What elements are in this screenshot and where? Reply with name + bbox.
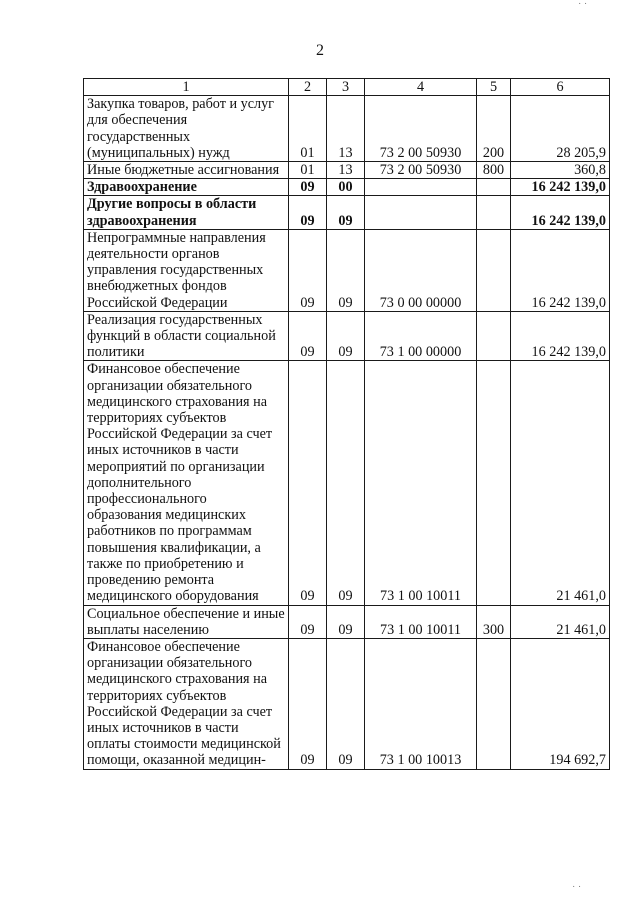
cell-c4: 73 2 00 50930 xyxy=(365,162,477,179)
table-row xyxy=(84,162,610,179)
cell-c3: 09 xyxy=(327,638,365,769)
cell-c6: 194 692,7 xyxy=(511,638,610,769)
cell-c4 xyxy=(365,196,477,229)
cell-c6: 16 242 139,0 xyxy=(511,311,610,361)
cell-c4: 73 1 00 10013 xyxy=(365,638,477,769)
cell-c2: 09 xyxy=(289,605,327,638)
cell-name: Здравоохранение xyxy=(84,179,289,196)
table-row xyxy=(84,96,610,162)
cell-c3: 09 xyxy=(327,196,365,229)
cell-c2: 01 xyxy=(289,162,327,179)
cell-c6: 28 205,9 xyxy=(511,96,610,162)
cell-c5: 200 xyxy=(477,96,511,162)
cell-c4: 73 1 00 10011 xyxy=(365,605,477,638)
cell-name: Иные бюджетные ассигнования xyxy=(84,162,289,179)
scan-mark: ˙ ˙ xyxy=(578,2,588,13)
cell-c3: 09 xyxy=(327,605,365,638)
budget-table xyxy=(83,78,610,770)
cell-name: Непрограммные направления деятельности органов управления государственных внебюджетных фондов Российской Федерации xyxy=(84,229,289,311)
cell-c3: 09 xyxy=(327,229,365,311)
table-row xyxy=(84,311,610,361)
cell-name: Другие вопросы в области здравоохранения xyxy=(84,196,289,229)
table-row xyxy=(84,638,610,769)
cell-c5 xyxy=(477,361,511,605)
cell-c5: 300 xyxy=(477,605,511,638)
cell-c6: 16 242 139,0 xyxy=(511,196,610,229)
cell-c3: 13 xyxy=(327,162,365,179)
cell-c2: 01 xyxy=(289,96,327,162)
cell-c2: 09 xyxy=(289,196,327,229)
cell-c2: 09 xyxy=(289,638,327,769)
cell-c6: 16 242 139,0 xyxy=(511,179,610,196)
table-row xyxy=(84,361,610,605)
cell-c3: 09 xyxy=(327,361,365,605)
column-header: 3 xyxy=(327,79,365,96)
table-row xyxy=(84,196,610,229)
cell-c5 xyxy=(477,229,511,311)
cell-name: Социальное обеспечение и иные выплаты населению xyxy=(84,605,289,638)
cell-c4 xyxy=(365,179,477,196)
cell-c5 xyxy=(477,196,511,229)
cell-c2: 09 xyxy=(289,361,327,605)
cell-name: Закупка товаров, работ и услуг для обеспечения государственных (муниципальных) нужд xyxy=(84,96,289,162)
table-header-row xyxy=(84,79,610,96)
cell-name: Финансовое обеспечение организации обязательного медицинского страхования на территориях субъектов Российской Федерации за счет иных источников в части оплаты стоимости медицинской помощи, оказанной медицин- xyxy=(84,638,289,769)
cell-c3: 00 xyxy=(327,179,365,196)
cell-name: Реализация государственных функций в области социальной политики xyxy=(84,311,289,361)
cell-c4: 73 0 00 00000 xyxy=(365,229,477,311)
cell-c5: 800 xyxy=(477,162,511,179)
cell-c3: 09 xyxy=(327,311,365,361)
cell-c4: 73 1 00 10011 xyxy=(365,361,477,605)
column-header: 5 xyxy=(477,79,511,96)
cell-c5 xyxy=(477,311,511,361)
cell-c4: 73 2 00 50930 xyxy=(365,96,477,162)
cell-c2: 09 xyxy=(289,311,327,361)
cell-c5 xyxy=(477,179,511,196)
cell-c2: 09 xyxy=(289,229,327,311)
cell-c2: 09 xyxy=(289,179,327,196)
page-number: 2 xyxy=(316,42,324,59)
cell-c6: 16 242 139,0 xyxy=(511,229,610,311)
cell-name: Финансовое обеспечение организации обязательного медицинского страхования на территориях субъектов Российской Федерации за счет иных источников в части мероприятий по организации дополнительного профессионального образования медицинских работников по программам повышения квалификации, а также по приобретению и проведению ремонта медицинского оборудования xyxy=(84,361,289,605)
cell-c5 xyxy=(477,638,511,769)
cell-c6: 21 461,0 xyxy=(511,605,610,638)
column-header: 2 xyxy=(289,79,327,96)
column-header: 4 xyxy=(365,79,477,96)
cell-c6: 21 461,0 xyxy=(511,361,610,605)
column-header: 1 xyxy=(84,79,289,96)
table-row xyxy=(84,229,610,311)
column-header: 6 xyxy=(511,79,610,96)
cell-c3: 13 xyxy=(327,96,365,162)
scan-mark: ˙ ˙ xyxy=(572,885,582,896)
cell-c4: 73 1 00 00000 xyxy=(365,311,477,361)
cell-c6: 360,8 xyxy=(511,162,610,179)
table-row xyxy=(84,605,610,638)
table-row xyxy=(84,179,610,196)
